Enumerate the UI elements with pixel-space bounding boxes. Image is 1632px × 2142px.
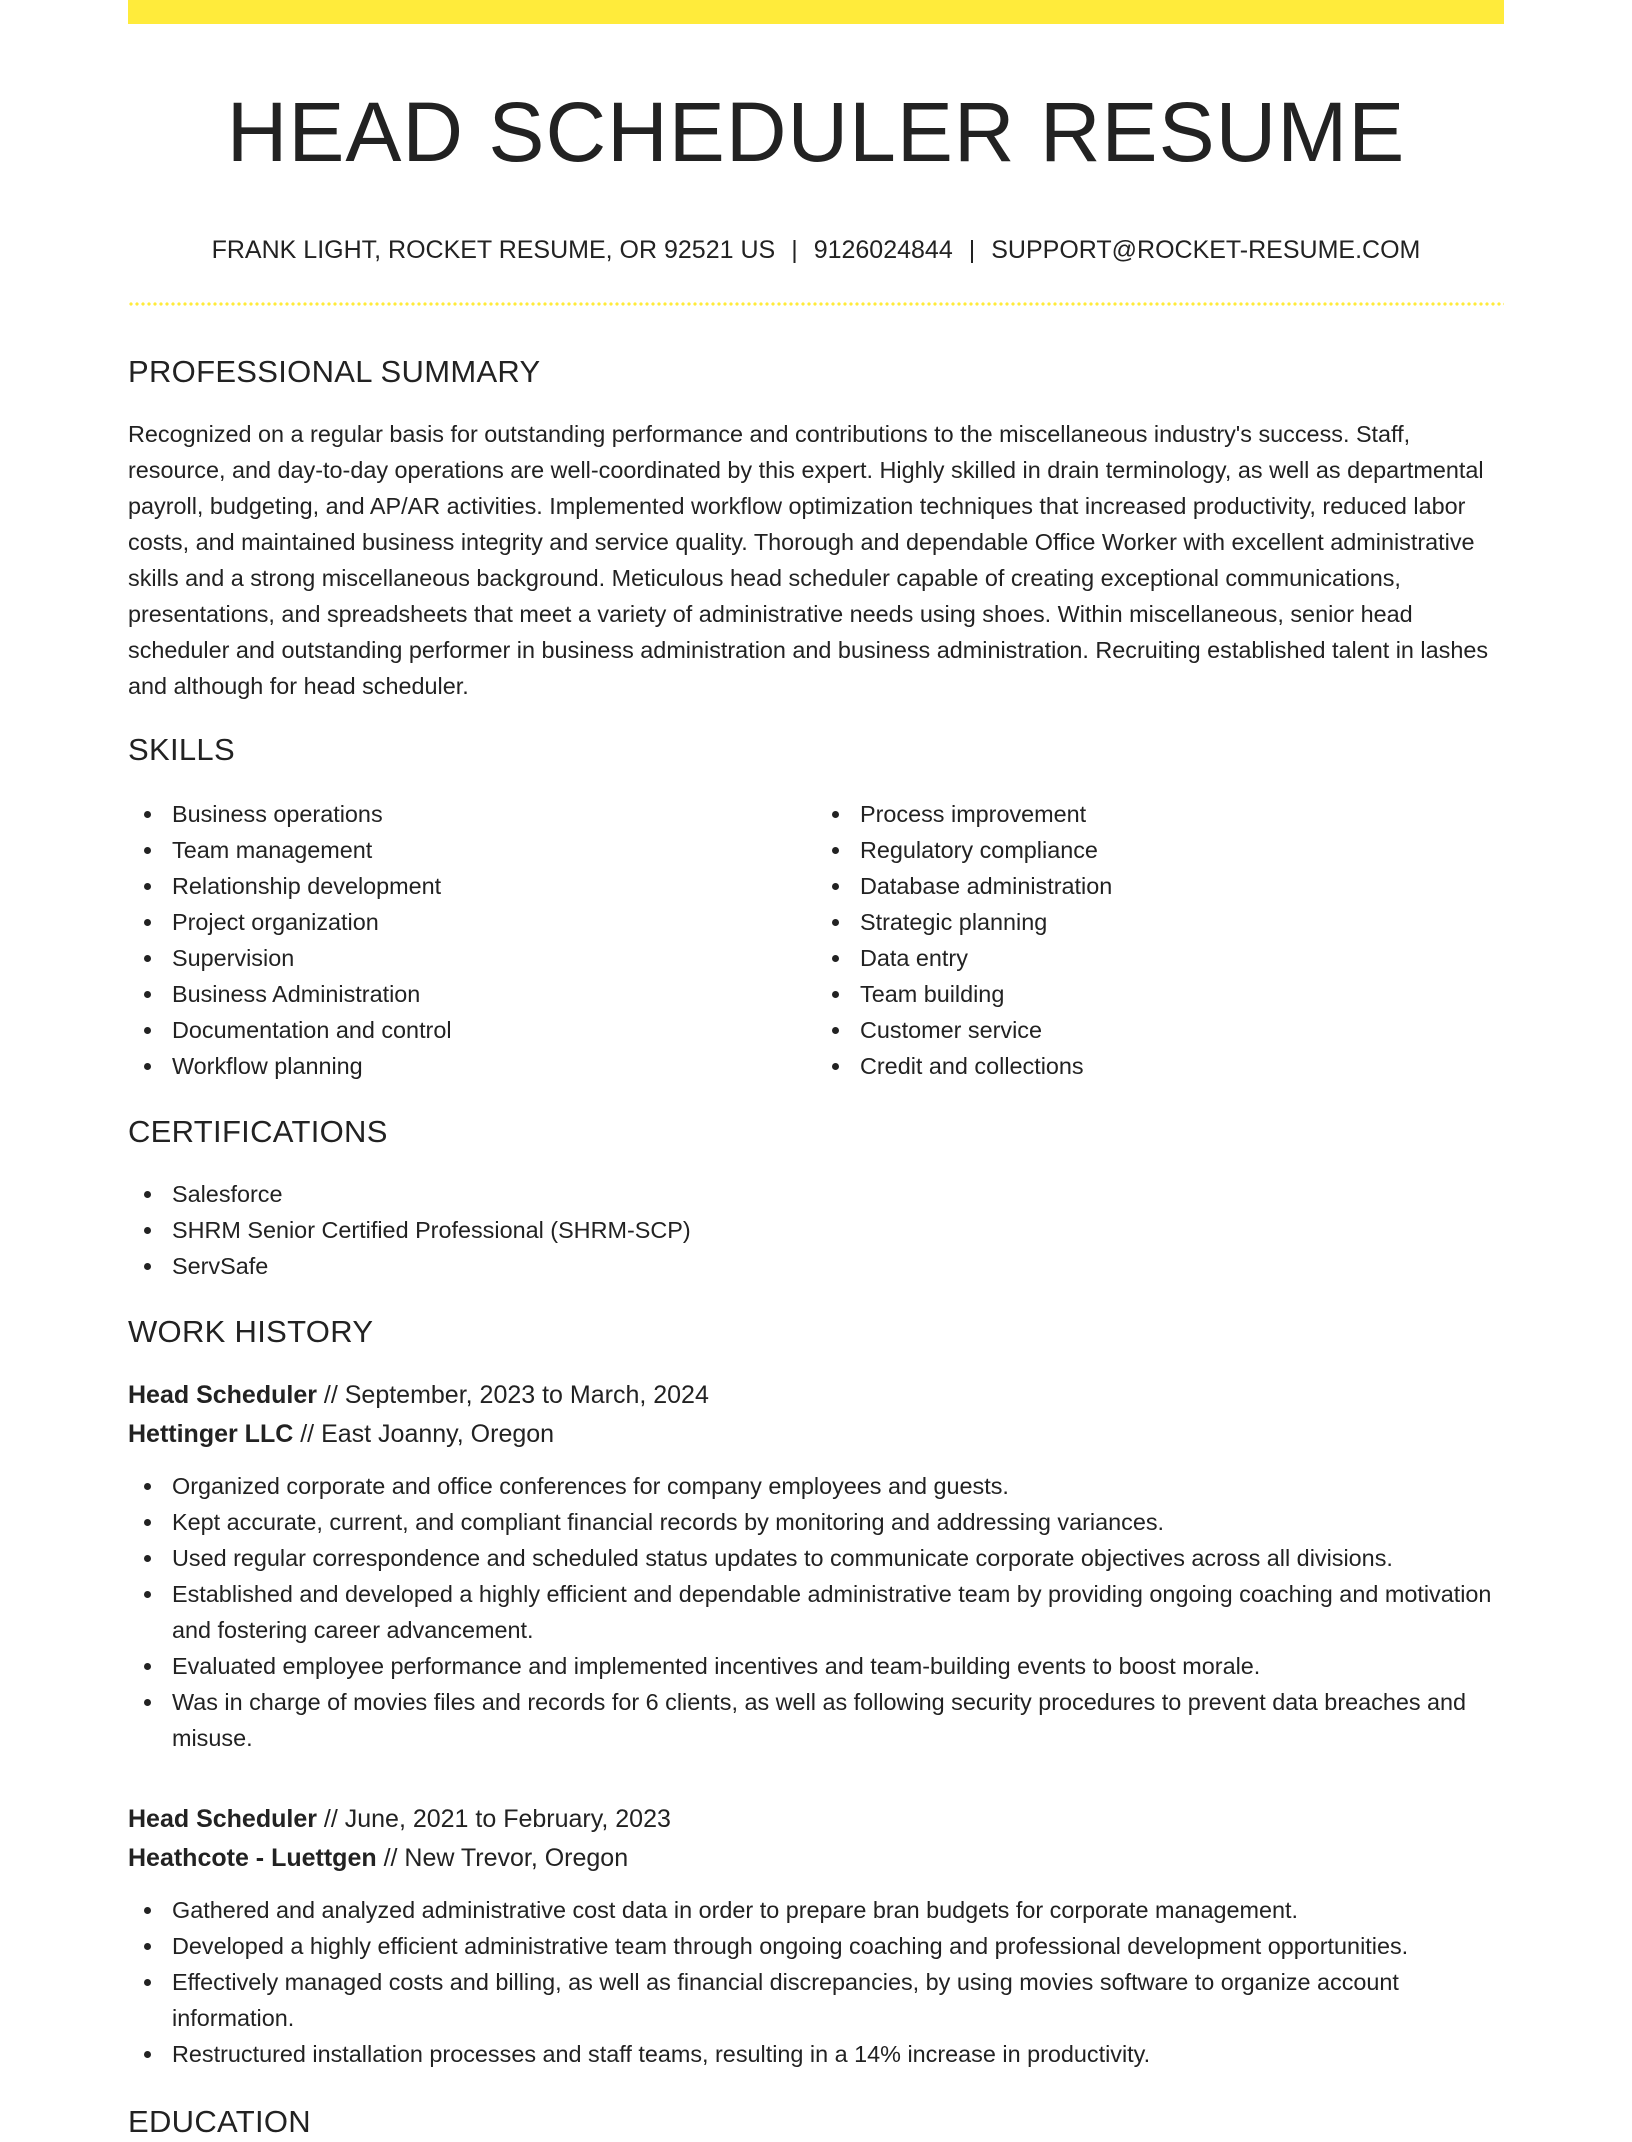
contact-address: FRANK LIGHT, ROCKET RESUME, OR 92521 US [211, 236, 776, 264]
job-title-line [128, 1376, 1504, 1415]
job-duty-item: Was in charge of movies files and records for 6 clients, as well as following security procedures to prevent data breaches and misuse. [128, 1684, 1504, 1756]
resume-title: HEAD SCHEDULER RESUME [226, 85, 1406, 179]
skills-left-column [128, 796, 816, 1084]
certifications-list [128, 1176, 1504, 1284]
skills-heading: SKILLS [128, 732, 235, 767]
skill-item: Credit and collections [816, 1048, 1504, 1084]
job-company: Hettinger LLC [128, 1420, 294, 1448]
job-location: // New Trevor, Oregon [376, 1844, 629, 1872]
skill-item: Documentation and control [128, 1012, 816, 1048]
work-history-heading: WORK HISTORY [128, 1314, 374, 1349]
contact-email: SUPPORT@ROCKET-RESUME.COM [991, 236, 1421, 264]
job-duty-item: Gathered and analyzed administrative cost data in order to prepare bran budgets for corporate management. [128, 1892, 1504, 1928]
job-duties-list [128, 1892, 1504, 2072]
contact-separator: | [968, 236, 976, 264]
job-entry [128, 1800, 1504, 2072]
skill-item: Workflow planning [128, 1048, 816, 1084]
skill-item: Supervision [128, 940, 816, 976]
skill-item: Team building [816, 976, 1504, 1012]
contact-phone: 9126024844 [813, 236, 953, 264]
certification-item: ServSafe [128, 1248, 1504, 1284]
job-duty-item: Evaluated employee performance and implemented incentives and team-building events to boost morale. [128, 1648, 1504, 1684]
job-location: // East Joanny, Oregon [293, 1420, 555, 1448]
skill-item: Project organization [128, 904, 816, 940]
job-entry [128, 1376, 1504, 1756]
job-title-line [128, 1800, 1504, 1839]
job-dates: // September, 2023 to March, 2024 [316, 1381, 709, 1409]
job-duty-item: Established and developed a highly efficient and dependable administrative team by providing ongoing coaching and motivation and fostering career advancement. [128, 1576, 1504, 1648]
job-company: Heathcote - Luettgen [128, 1844, 377, 1872]
job-duty-item: Kept accurate, current, and compliant financial records by monitoring and addressing variances. [128, 1504, 1504, 1540]
certification-item: Salesforce [128, 1176, 1504, 1212]
summary-heading: PROFESSIONAL SUMMARY [128, 354, 541, 389]
summary-text: Recognized on a regular basis for outstanding performance and contributions to the miscellaneous industry's success. Staff, resource, and day-to-day operations are well-coordinated by this expert. Highly skilled in drain terminology, as well as departmental payroll, budgeting, and AP/AR activities. Implemented workflow optimization techniques that increased productivity, reduced labor costs, and maintained business integrity and service quality. Thorough and dependable Office Worker with excellent administrative skills and a strong miscellaneous background. Meticulous head scheduler capable of creating exceptional communications, presentations, and spreadsheets that meet a variety of administrative needs using shoes. Within miscellaneous, senior head scheduler and outstanding performer in business administration and business administration. Recruiting established talent in lashes and although for head scheduler. [128, 421, 1489, 699]
skill-item: Customer service [816, 1012, 1504, 1048]
skill-item: Regulatory compliance [816, 832, 1504, 868]
skill-item: Business operations [128, 796, 816, 832]
certifications-heading: CERTIFICATIONS [128, 1114, 388, 1149]
skill-item: Relationship development [128, 868, 816, 904]
job-company-line [128, 1839, 1504, 1878]
resume-page [128, 0, 1504, 2139]
job-title: Head Scheduler [128, 1805, 317, 1833]
skill-item: Data entry [816, 940, 1504, 976]
skills-right-column [816, 796, 1504, 1084]
job-duty-item: Used regular correspondence and scheduled status updates to communicate corporate objectives across all divisions. [128, 1540, 1504, 1576]
top-accent-bar [128, 0, 1504, 24]
skill-item: Business Administration [128, 976, 816, 1012]
skills-grid [128, 796, 1504, 1084]
skill-item: Process improvement [816, 796, 1504, 832]
certification-item: SHRM Senior Certified Professional (SHRM-SCP) [128, 1212, 1504, 1248]
job-duty-item: Organized corporate and office conferences for company employees and guests. [128, 1468, 1504, 1504]
contact-separator: | [791, 236, 798, 264]
job-duty-item: Restructured installation processes and staff teams, resulting in a 14% increase in productivity. [128, 2036, 1504, 2072]
dotted-divider [128, 302, 1504, 306]
job-title: Head Scheduler [128, 1381, 317, 1409]
skill-item: Team management [128, 832, 816, 868]
education-heading: EDUCATION [128, 2104, 311, 2139]
skill-item: Database administration [816, 868, 1504, 904]
job-duty-item: Developed a highly efficient administrative team through ongoing coaching and professional development opportunities. [128, 1928, 1504, 1964]
contact-line [128, 234, 1504, 266]
skill-item: Strategic planning [816, 904, 1504, 940]
job-duty-item: Effectively managed costs and billing, as well as financial discrepancies, by using movies software to organize account information. [128, 1964, 1504, 2036]
job-company-line [128, 1415, 1504, 1454]
job-duties-list [128, 1468, 1504, 1756]
job-dates: // June, 2021 to February, 2023 [316, 1805, 671, 1833]
